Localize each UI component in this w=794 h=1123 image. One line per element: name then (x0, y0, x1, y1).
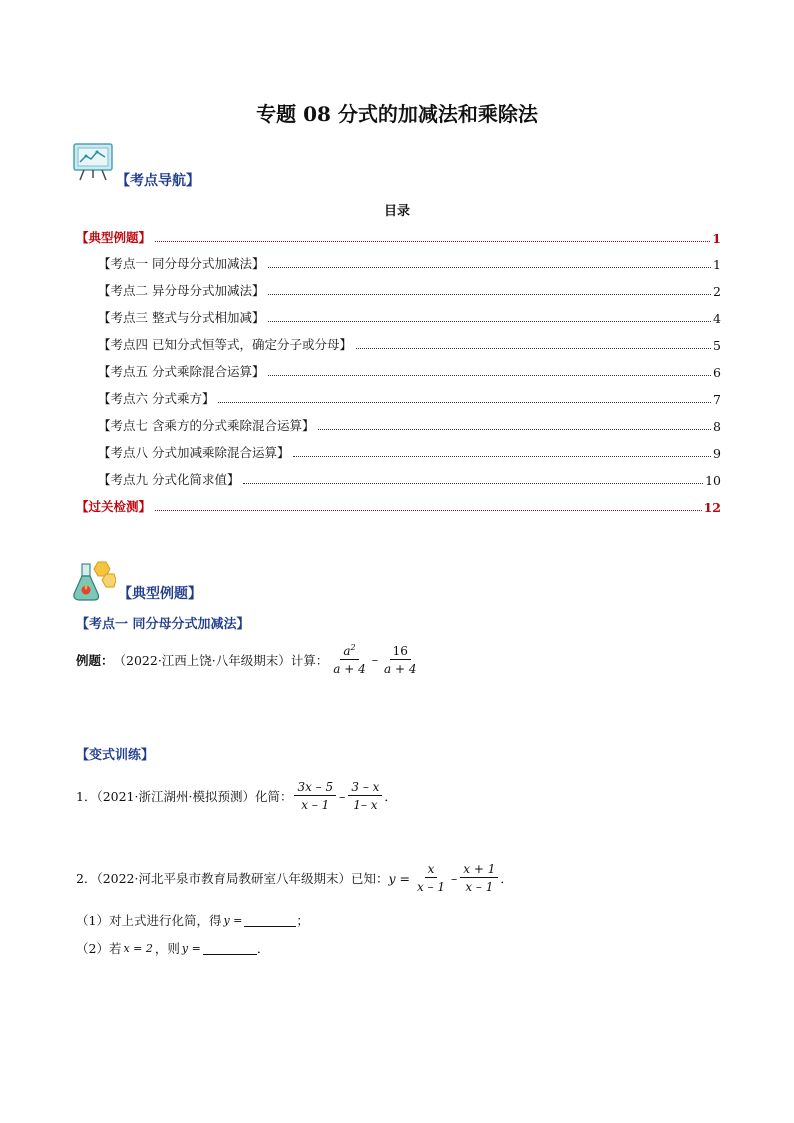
toc-item-label: 【典型例题】 (76, 230, 152, 245)
part-1-text: （1）对上式进行化简，得 (76, 913, 222, 928)
toc-item-topic-3[interactable] (98, 308, 721, 326)
toc-item-review-test[interactable] (76, 497, 721, 515)
fraction (414, 862, 448, 894)
toc-leader-dots (268, 294, 711, 295)
example-source: （2022·江西上饶·八年级期末）计算： (113, 652, 329, 668)
toc-item-page: 8 (713, 419, 721, 434)
toc-item-label: 【考点二 异分母分式加减法】 (98, 283, 265, 298)
toc-item-page: 12 (703, 500, 721, 515)
toc-item-topic-5[interactable] (98, 362, 721, 380)
question-2-prefix: 2．（2022·河北平泉市教育局教研室八年级期末）已知： (76, 871, 389, 886)
part-2-mid: ，则 (154, 941, 180, 956)
part-2-end: ． (256, 941, 270, 956)
fraction-numerator: 16 (390, 644, 411, 660)
section-heading: 【典型例题】 (118, 586, 202, 602)
toc-item-topic-6[interactable] (98, 389, 721, 407)
fraction-denominator: a + 4 (384, 661, 417, 676)
toc-item-page: 7 (713, 392, 721, 407)
fraction-denominator: 1– x (353, 798, 378, 812)
minus-sign: – (371, 652, 379, 667)
toc-item-label: 【考点四 已知分式恒等式，确定分子或分母】 (98, 337, 352, 352)
toc-item-page: 5 (713, 338, 721, 353)
fraction-numerator: a (343, 644, 351, 658)
question-2 (76, 862, 513, 894)
chemistry-flask-icon (70, 560, 116, 608)
toc-item-label: 【考点九 分式化简求值】 (98, 472, 240, 487)
toc-leader-dots (268, 267, 711, 268)
toc-leader-dots (356, 348, 711, 349)
fraction-numerator: x + 1 (460, 862, 498, 878)
toc-item-topic-9[interactable] (98, 470, 721, 488)
fraction (348, 780, 382, 812)
answer-blank[interactable] (244, 914, 296, 927)
answer-blank[interactable] (203, 942, 257, 955)
toc-item-label: 【考点一 同分母分式加减法】 (98, 256, 265, 271)
toc-item-topic-4[interactable] (98, 335, 721, 353)
toc-item-page: 1 (713, 257, 721, 272)
toc-item-topic-2[interactable] (98, 281, 721, 299)
toc-item-topic-8[interactable] (98, 443, 721, 461)
toc-item-page: 6 (713, 365, 721, 380)
toc-item-page: 4 (713, 311, 721, 326)
toc-item-label: 【考点六 分式乘方】 (98, 391, 215, 406)
part-1-end: ； (296, 913, 309, 928)
y-equals: y = (388, 870, 411, 886)
presentation-board-icon (72, 142, 114, 186)
fraction-numerator: x (425, 862, 438, 878)
toc-item-page: 2 (713, 284, 721, 299)
topic-heading: 【考点一 同分母分式加减法】 (76, 617, 250, 632)
toc-item-topic-1[interactable] (98, 254, 721, 272)
toc-item-label: 【考点五 分式乘除混合运算】 (98, 364, 265, 379)
fraction-numerator: 3x – 5 (294, 780, 336, 796)
question-1-prefix: 1．（2021·浙江湖州·模拟预测）化简： (76, 789, 293, 804)
fraction-denominator: x – 1 (417, 880, 446, 894)
page-title: 专题 08 分式的加减法和乘除法 (256, 102, 538, 126)
y-equals: y = (181, 941, 201, 955)
toc-item-label: 【考点七 含乘方的分式乘除混合运算】 (98, 418, 315, 433)
toc-item-label: 【考点八 分式加减乘除混合运算】 (98, 445, 290, 460)
question-2-end: ． (500, 871, 513, 886)
x-condition: x = 2 (123, 941, 153, 955)
question-2-part-2 (76, 939, 269, 957)
toc-item-label: 【过关检测】 (76, 499, 152, 514)
toc-item-page: 10 (705, 473, 721, 488)
toc-leader-dots (268, 375, 711, 376)
toc-item-page: 9 (713, 446, 721, 461)
toc-leader-dots (218, 402, 711, 403)
toc-leader-dots (318, 429, 711, 430)
toc-title: 目录 (383, 204, 410, 219)
toc-leader-dots (268, 321, 711, 322)
part-2-text: （2）若 (76, 941, 122, 956)
toc-item-page: 1 (712, 231, 721, 246)
toc-leader-dots (293, 456, 711, 457)
example-problem (76, 643, 422, 676)
fraction (381, 644, 419, 676)
toc-item-label: 【考点三 整式与分式相加减】 (98, 310, 265, 325)
fraction-numerator: 3 – x (348, 780, 382, 796)
fraction (330, 643, 368, 676)
fraction (460, 862, 498, 894)
toc-item-topic-7[interactable] (98, 416, 721, 434)
toc-leader-dots (243, 483, 703, 484)
toc-leader-dots (155, 241, 710, 242)
fraction-denominator: a + 4 (333, 662, 366, 676)
question-1-end: ． (384, 789, 397, 804)
toc-item-typical-examples[interactable] (76, 228, 721, 246)
question-1 (76, 780, 397, 812)
toc-leader-dots (155, 510, 702, 511)
y-equals: y = (223, 913, 243, 927)
exponent: 2 (350, 643, 356, 652)
variants-heading: 【变式训练】 (76, 748, 155, 763)
minus-sign: – (339, 788, 346, 804)
fraction-denominator: x – 1 (301, 798, 330, 812)
question-2-part-1 (76, 911, 309, 929)
fraction-denominator: x – 1 (465, 880, 494, 894)
example-label: 例题： (76, 652, 114, 668)
minus-sign: – (451, 870, 458, 886)
fraction (294, 780, 336, 812)
nav-heading: 【考点导航】 (116, 173, 200, 189)
